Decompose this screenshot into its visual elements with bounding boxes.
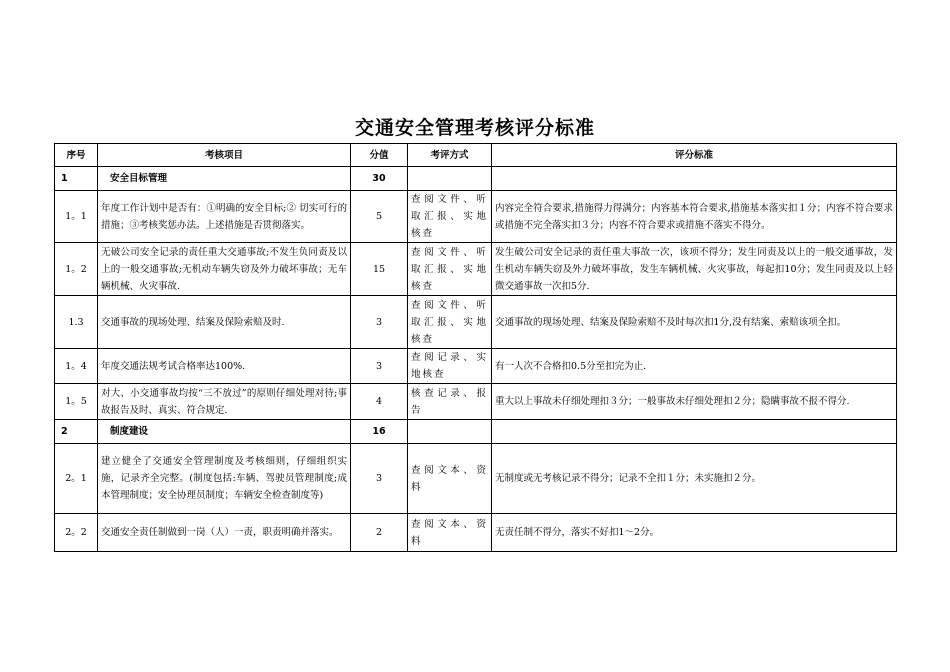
row-score: 3 xyxy=(351,349,408,384)
row-no: 1。4 xyxy=(55,349,98,384)
header-item: 考核项目 xyxy=(98,144,351,167)
row-standard: 无责任制不得分，落实不好扣1～2分。 xyxy=(492,514,897,552)
row-no: 2。2 xyxy=(55,514,98,552)
row-score: 3 xyxy=(351,444,408,514)
row-item: 安全目标管理 xyxy=(98,167,351,191)
row-item: 建立健全了交通安全管理制度及考核细则，仔细组织实施，记录齐全完整。(制度包括:车辆、驾驶员管理制度;成本管理制度；安全协理员制度；车辆安全检查制度等) xyxy=(98,444,351,514)
table-row xyxy=(55,384,897,420)
row-method: 查阅文本、资料 xyxy=(408,514,492,552)
section-row xyxy=(55,420,897,444)
row-standard: 重大以上事故未仔细处理扣３分；一般事故未仔细处理扣２分；隐瞒事故不报不得分. xyxy=(492,384,897,420)
row-score: 5 xyxy=(351,191,408,243)
header-method: 考评方式 xyxy=(408,144,492,167)
row-item: 对大、小交通事故均按“三不放过”的原则仔细处理对待;事故报告及时、真实、符合规定. xyxy=(98,384,351,420)
row-no: 1。1 xyxy=(55,191,98,243)
section-row xyxy=(55,167,897,191)
row-standard xyxy=(492,420,897,444)
row-no: 2。1 xyxy=(55,444,98,514)
row-no: 1 xyxy=(55,167,98,191)
document-title: 交通安全管理考核评分标准 xyxy=(354,117,595,139)
assessment-table xyxy=(54,143,897,552)
table-row xyxy=(55,514,897,552)
row-score: 16 xyxy=(351,420,408,444)
row-score: 2 xyxy=(351,514,408,552)
row-no: 1.3 xyxy=(55,296,98,349)
row-standard: 发生破公司安全记录的责任重大事故一次，该项不得分；发生同责及以上的一般交通事故，发生机动车辆失窃及外力破坏事故，发生车辆机械、火灾事故，每起扣10分；发生同责及以上轻微交通事故一次扣5分. xyxy=(492,243,897,296)
row-method xyxy=(408,167,492,191)
row-standard: 内容完全符合要求,措施得力得满分；内容基本符合要求,措施基本落实扣１分；内容不符合要求或措施不完全落实扣３分；内容不符合要求或措施不落实不得分。 xyxy=(492,191,897,243)
row-method: 查阅文件、听取汇报、实地核查 xyxy=(408,243,492,296)
table-row xyxy=(55,444,897,514)
header-row xyxy=(55,144,897,167)
table-row xyxy=(55,296,897,349)
row-no: 1。2 xyxy=(55,243,98,296)
row-method xyxy=(408,420,492,444)
row-score: 30 xyxy=(351,167,408,191)
row-item: 无破公司安全记录的责任重大交通事故;不发生负同责及以上的一般交通事故;无机动车辆失窃及外力破坏事故；无车辆机械、火灾事故. xyxy=(98,243,351,296)
row-item: 制度建设 xyxy=(98,420,351,444)
header-no: 序号 xyxy=(55,144,98,167)
row-method: 核查记录、报告 xyxy=(408,384,492,420)
row-standard: 交通事故的现场处理、结案及保险索赔不及时每次扣1分,没有结案、索赔该项全扣。 xyxy=(492,296,897,349)
row-item: 交通事故的现场处理、结案及保险索赔及时. xyxy=(98,296,351,349)
row-standard: 无制度或无考核记录不得分；记录不全扣１分；未实施扣２分。 xyxy=(492,444,897,514)
table-row xyxy=(55,191,897,243)
row-method: 查阅文件、听取汇报、实地核查 xyxy=(408,191,492,243)
row-score: 3 xyxy=(351,296,408,349)
row-score: 15 xyxy=(351,243,408,296)
header-score: 分值 xyxy=(351,144,408,167)
row-score: 4 xyxy=(351,384,408,420)
row-item: 年度交通法规考试合格率达100%. xyxy=(98,349,351,384)
row-standard: 有一人次不合格扣0.5分至扣完为止. xyxy=(492,349,897,384)
header-standard: 评分标准 xyxy=(492,144,897,167)
row-item: 交通安全责任制做到一岗（人）一责，职责明确并落实。 xyxy=(98,514,351,552)
row-method: 查阅文本、资料 xyxy=(408,444,492,514)
row-item: 年度工作计划中是否有：①明确的安全目标;② 切实可行的措施；③考核奖惩办法。上述措施是否贯彻落实。 xyxy=(98,191,351,243)
table-row xyxy=(55,349,897,384)
row-method: 查阅文件、听取汇报、实地核查 xyxy=(408,296,492,349)
row-method: 查阅记录、实地核查 xyxy=(408,349,492,384)
row-standard xyxy=(492,167,897,191)
row-no: 1。5 xyxy=(55,384,98,420)
table-row xyxy=(55,243,897,296)
row-no: 2 xyxy=(55,420,98,444)
